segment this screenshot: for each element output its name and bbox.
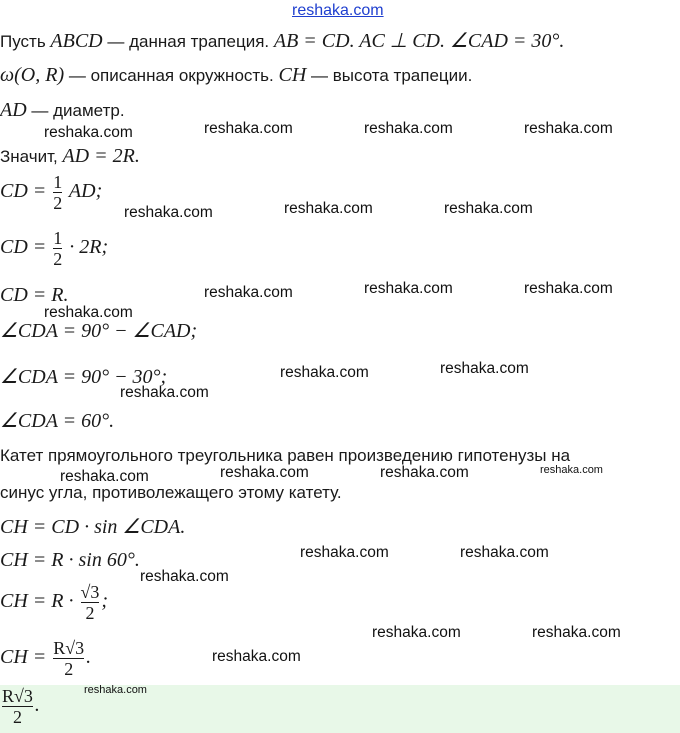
- watermark: reshaka.com: [84, 684, 147, 696]
- theorem-line-1: Катет прямоугольного треугольника равен произведению гипотенузы на: [0, 446, 571, 465]
- watermark: reshaka.com: [364, 280, 453, 297]
- equation-cd-r: CD = R.: [0, 284, 69, 306]
- watermark: reshaka.com: [364, 120, 453, 137]
- equation-ch-result: CH = $\frac{R√3}{2}$ .: [0, 638, 92, 679]
- watermark: reshaka.com: [140, 568, 229, 585]
- fraction: $\frac{R√3}{2}$: [53, 638, 85, 679]
- equation-cda-values: ∠CDA = 90° − 30°;: [0, 366, 168, 388]
- fraction: $\frac{1}{2}$: [53, 172, 63, 213]
- statement-line-2: ω(O, R) — описанная окружность. CH — высота трапеции.: [0, 64, 473, 86]
- watermark: reshaka.com: [280, 364, 369, 381]
- equation-ch-sin: CH = CD · sin ∠CDA.: [0, 516, 186, 538]
- watermark: reshaka.com: [380, 464, 469, 481]
- watermark: reshaka.com: [204, 284, 293, 301]
- equation-cd-half-2r: CD = $\frac{1}{2}$ · 2R;: [0, 228, 109, 269]
- watermark: reshaka.com: [524, 280, 613, 297]
- watermark: reshaka.com: [444, 200, 533, 217]
- watermark: reshaka.com: [440, 360, 529, 377]
- watermark: reshaka.com: [220, 464, 309, 481]
- watermark: reshaka.com: [300, 544, 389, 561]
- watermark: reshaka.com: [372, 624, 461, 641]
- watermark: reshaka.com: [284, 200, 373, 217]
- watermark: reshaka.com: [532, 624, 621, 641]
- equation-ch-r-sqrt: CH = R · $\frac{√3}{2}$ ;: [0, 582, 109, 623]
- equation-cda-diff: ∠CDA = 90° − ∠CAD;: [0, 320, 198, 342]
- theorem-line-2: синус угла, противолежащего этому катету.: [0, 483, 342, 502]
- answer: $\frac{R√3}{2}$ .: [2, 686, 40, 727]
- watermark: reshaka.com: [460, 544, 549, 561]
- watermark: reshaka.com: [204, 120, 293, 137]
- watermark: reshaka.com: [212, 648, 301, 665]
- watermark: reshaka.com: [44, 304, 133, 321]
- statement-line-4: Значит, AD = 2R.: [0, 145, 140, 167]
- statement-line-1: Пусть ABCD — данная трапеция. AB = CD. AC ⊥ CD. ∠CAD = 30°.: [0, 30, 565, 52]
- watermark: reshaka.com: [120, 384, 209, 401]
- fraction: $\frac{R√3}{2}$: [2, 686, 33, 727]
- equation-cd-half-ad: CD = $\frac{1}{2}$ AD;: [0, 172, 103, 213]
- watermark: reshaka.com: [540, 464, 603, 476]
- watermark: reshaka.com: [524, 120, 613, 137]
- statement-line-3: AD — диаметр.: [0, 99, 125, 121]
- fraction: $\frac{√3}{2}$: [80, 582, 100, 623]
- equation-cda-60: ∠CDA = 60°.: [0, 410, 115, 432]
- site-link[interactable]: reshaka.com: [292, 2, 384, 19]
- watermark: reshaka.com: [124, 204, 213, 221]
- watermark: reshaka.com: [60, 468, 149, 485]
- equation-ch-sin60: CH = R · sin 60°.: [0, 549, 140, 571]
- watermark: reshaka.com: [44, 124, 133, 141]
- fraction: $\frac{1}{2}$: [53, 228, 63, 269]
